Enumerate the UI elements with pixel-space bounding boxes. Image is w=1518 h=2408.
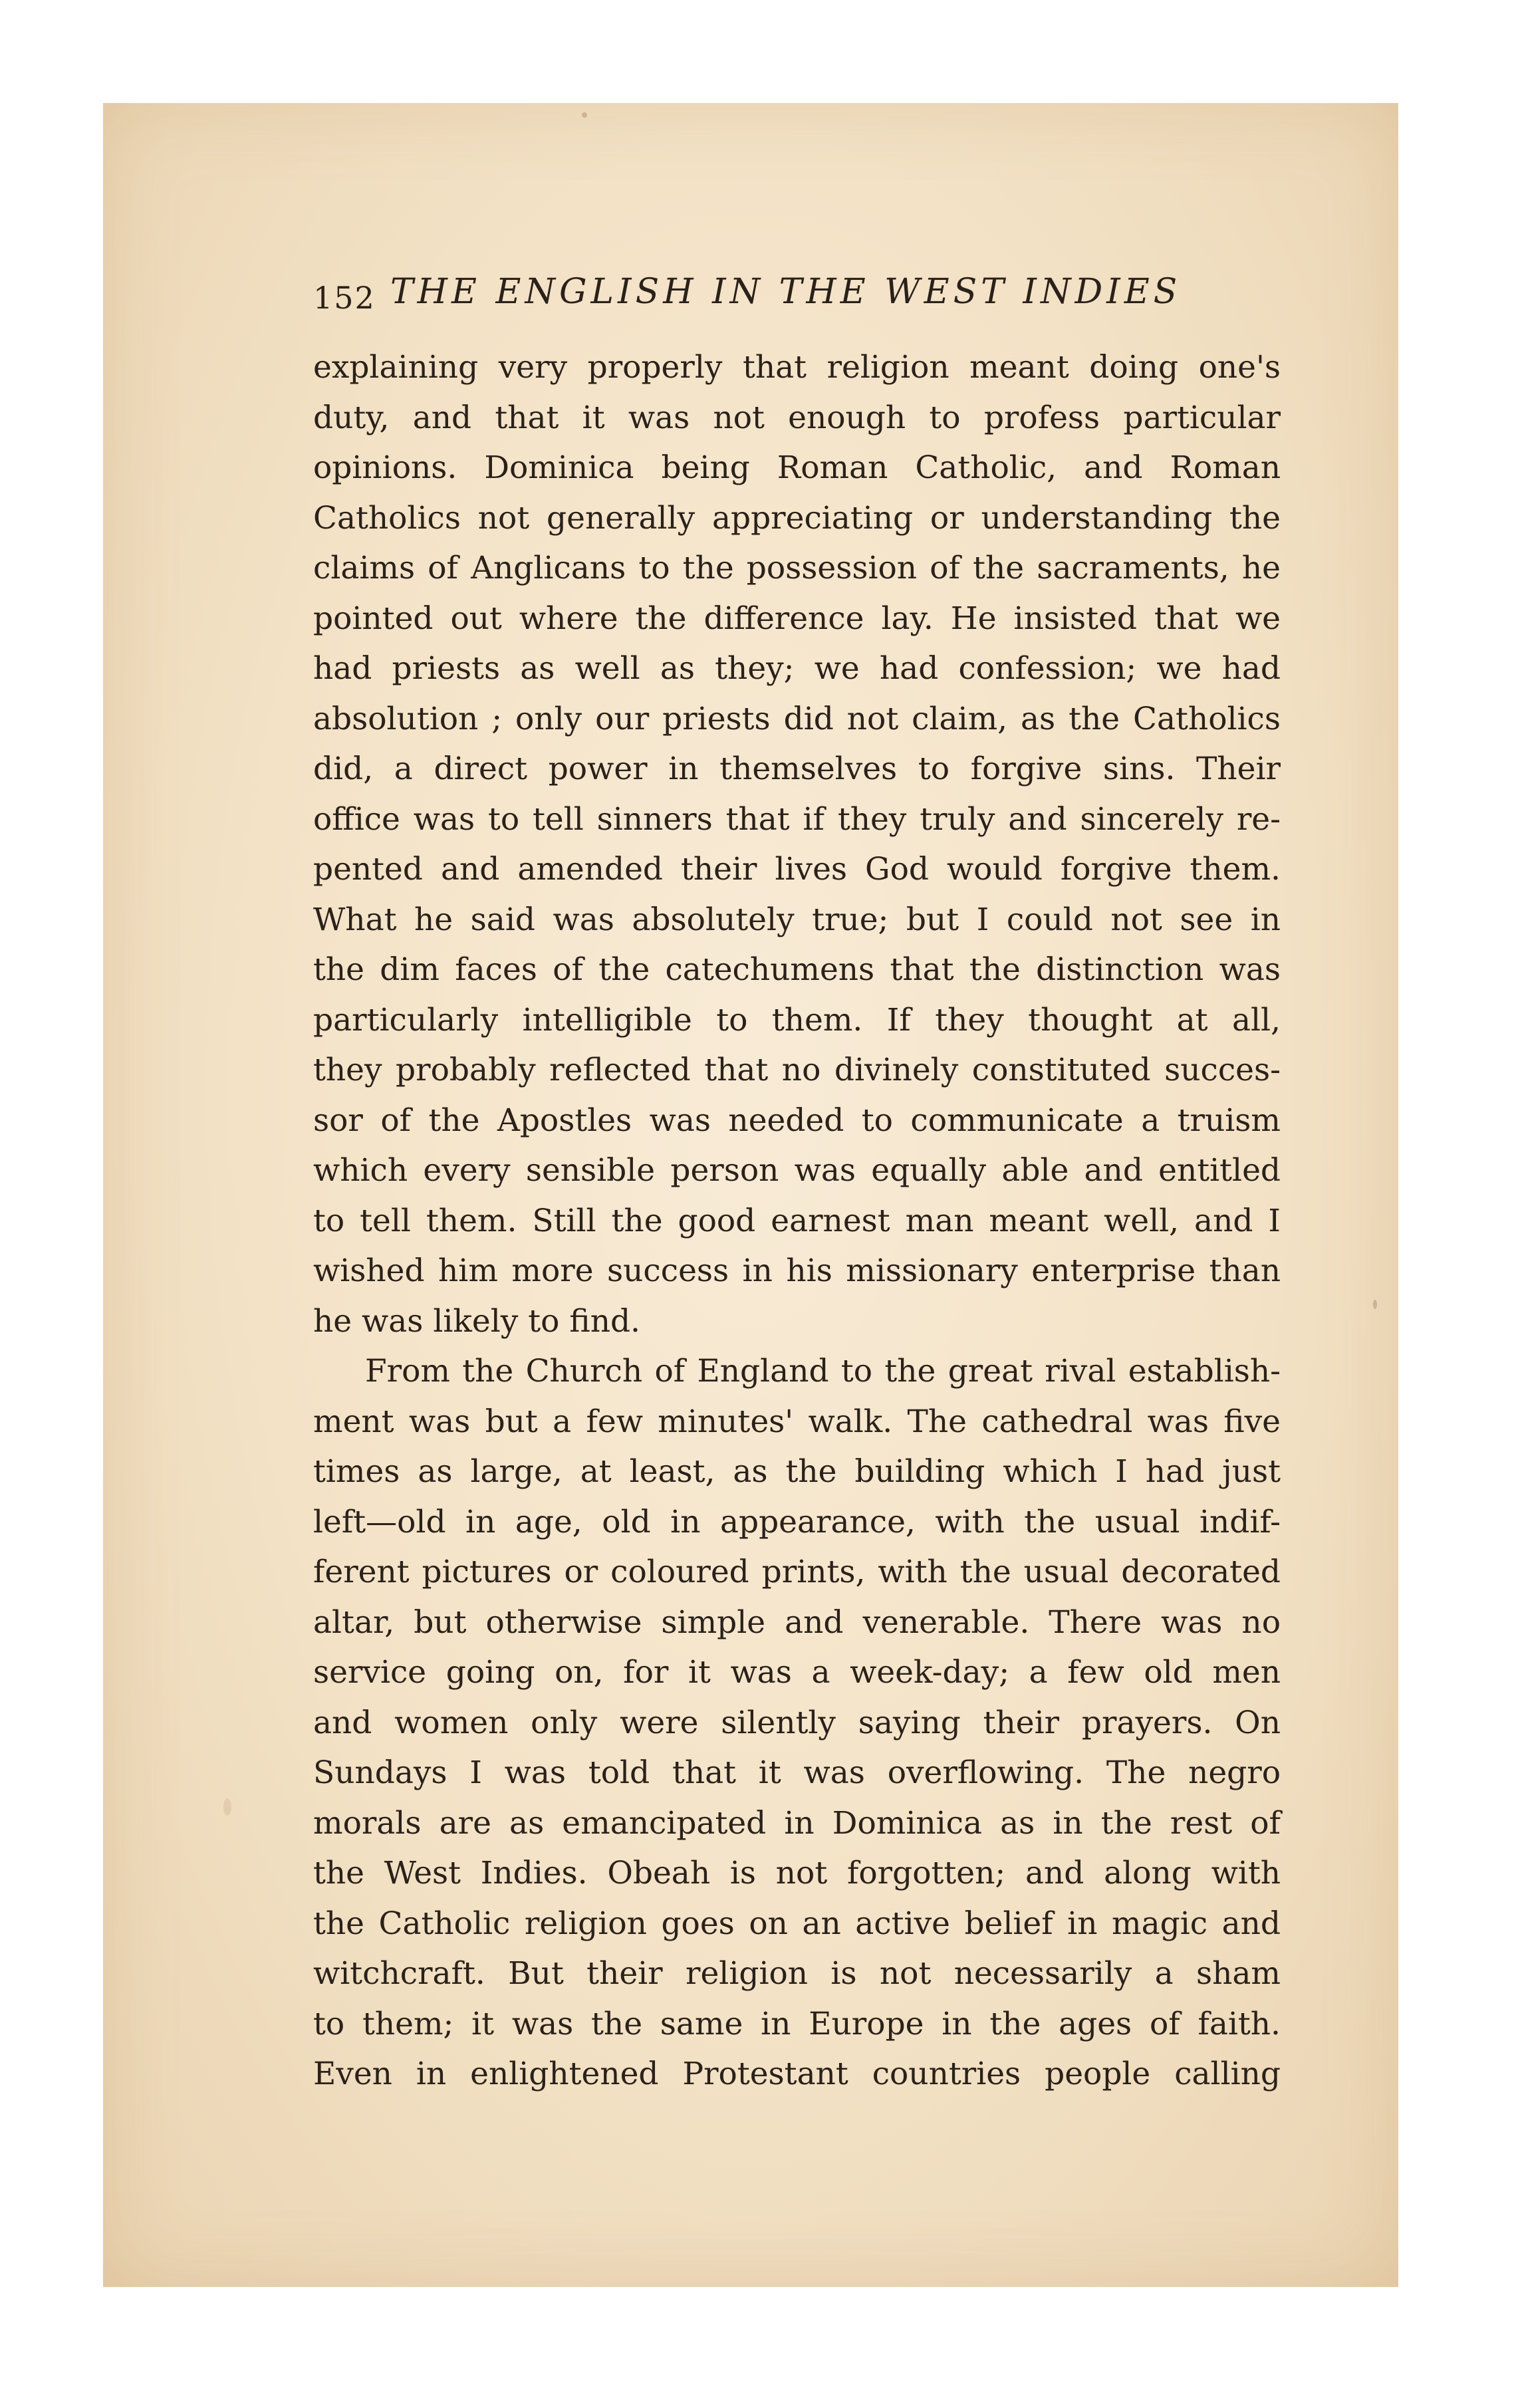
text-line: did, a direct power in themselves to forgive sins. Their — [313, 751, 1281, 787]
text-line: service going on, for it was a week-day; a few old men — [313, 1654, 1281, 1691]
text-line: claims of Anglicans to the possession of the sacraments, he — [313, 550, 1281, 586]
text-line: absolution ; only our priests did not claim, as the Catholics — [313, 700, 1281, 737]
text-line: the West Indies. Obeah is not forgotten; and along with — [313, 1855, 1281, 1891]
text-line: sor of the Apostles was needed to communicate a truism — [313, 1102, 1281, 1139]
text-line: they probably reflected that no divinely constituted succes- — [313, 1052, 1281, 1088]
text-line: office was to tell sinners that if they truly and sincerely re- — [313, 800, 1281, 838]
text-line: From the Church of England to the great rival establish- — [365, 1353, 1281, 1389]
text-line: to tell them. Still the good earnest man meant well, and I — [313, 1202, 1281, 1239]
text-line: left—old in age, old in appearance, with the usual indif- — [313, 1503, 1281, 1540]
text-line: and women only were silently saying their prayers. On — [313, 1704, 1281, 1741]
paragraph — [313, 342, 1281, 1346]
paper-speck — [223, 1798, 231, 1816]
text-line: which every sensible person was equally able and entitled — [313, 1152, 1281, 1189]
text-line: pointed out where the difference lay. He insisted that we — [313, 600, 1281, 637]
text-line: altar, but otherwise simple and venerable. There was no — [313, 1604, 1281, 1641]
text-line: Even in enlightened Protestant countries people calling — [313, 2056, 1281, 2092]
text-line: duty, and that it was not enough to profess particular — [313, 399, 1281, 436]
text-line: ment was but a few minutes' walk. The cathedral was five — [313, 1403, 1281, 1440]
text-line: the dim faces of the catechumens that the distinction was — [313, 951, 1281, 988]
text-line: particularly intelligible to them. If they thought at all, — [313, 1001, 1281, 1038]
running-head: THE ENGLISH IN THE WEST INDIES — [390, 272, 1182, 312]
text-line: he was likely to find. — [313, 1302, 640, 1340]
text-line: wished him more success in his missionary enterprise than — [313, 1253, 1281, 1289]
page-number: 152 — [313, 280, 376, 316]
body-text — [313, 342, 1281, 2100]
text-line: explaining very properly that religion meant doing one's — [313, 349, 1281, 386]
paper-speck — [1373, 1300, 1377, 1309]
paragraph — [313, 1346, 1281, 2100]
text-line: Sundays I was told that it was overflowing. The negro — [313, 1754, 1281, 1791]
text-line: pented and amended their lives God would forgive them. — [313, 851, 1281, 888]
text-line: morals are as emancipated in Dominica as in the rest of — [313, 1804, 1281, 1842]
text-line: opinions. Dominica being Roman Catholic, and Roman — [313, 449, 1281, 486]
book-page — [103, 103, 1398, 2287]
text-line: Catholics not generally appreciating or understanding the — [313, 499, 1281, 537]
paper-speck — [582, 112, 587, 118]
text-line: times as large, at least, as the building which I had just — [313, 1453, 1281, 1490]
text-line: ferent pictures or coloured prints, with the usual decorated — [313, 1554, 1281, 1590]
text-line: to them; it was the same in Europe in the ages of faith. — [313, 2005, 1281, 2042]
text-line: had priests as well as they; we had confession; we had — [313, 650, 1281, 687]
text-line: What he said was absolutely true; but I could not see in — [313, 901, 1281, 938]
text-line: witchcraft. But their religion is not necessarily a sham — [313, 1955, 1281, 1992]
page-header — [313, 263, 1390, 322]
text-line: the Catholic religion goes on an active belief in magic and — [313, 1905, 1281, 1942]
